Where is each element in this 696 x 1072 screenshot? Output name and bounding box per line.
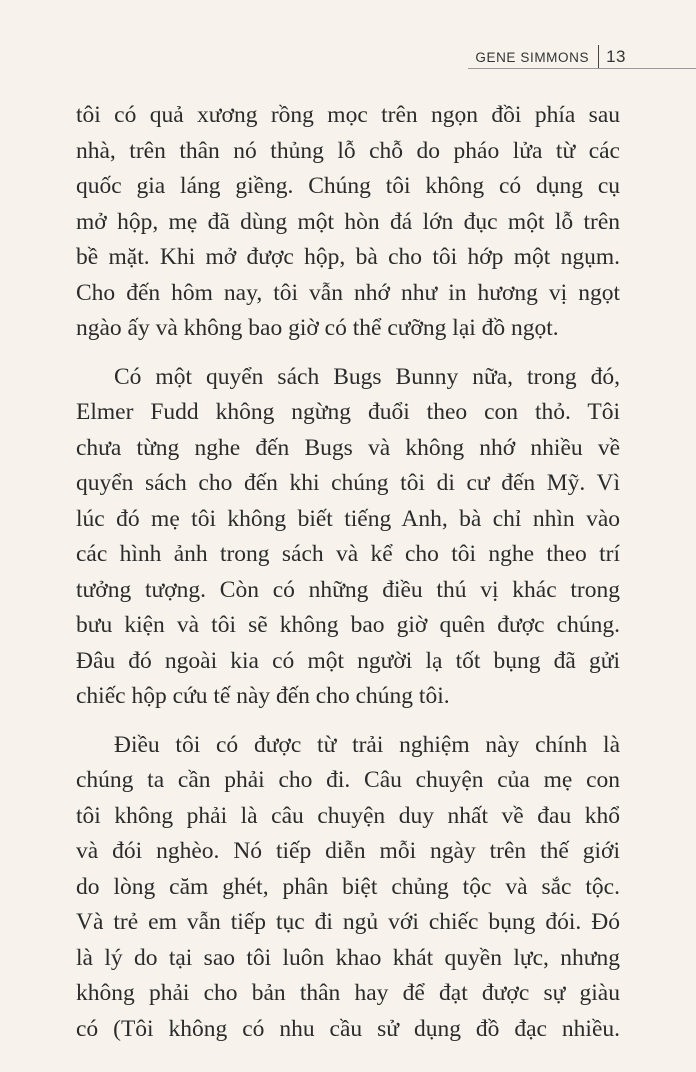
running-head: GENE SIMMONS: [475, 49, 590, 65]
paragraph-3: [76, 728, 620, 1048]
text-line: mở hộp, mẹ đã dùng một hòn đá lớn đục một lỗ trên: [76, 208, 620, 235]
text-line: nhà, trên thân nó thủng lỗ chỗ do pháo lửa từ các: [76, 137, 620, 164]
header-rule: [468, 68, 696, 69]
text-line: các hình ảnh trong sách và kể cho tôi nghe theo trí: [76, 541, 620, 567]
text-line: chúng ta cần phải cho đi. Câu chuyện của mẹ con: [76, 767, 620, 793]
text-line: Và trẻ em vẫn tiếp tục đi ngủ với chiếc bụng đói. Đó: [76, 909, 620, 935]
text-line: chưa từng nghe đến Bugs và không nhớ nhiều về: [76, 434, 620, 461]
text-line: là lý do tại sao tôi luôn khao khát quyền lực, nhưng: [76, 944, 620, 971]
text-line: do lòng căm ghét, phân biệt chủng tộc và sắc tộc.: [76, 873, 620, 900]
page-number: 13: [606, 47, 626, 66]
text-line: Elmer Fudd không ngừng đuổi theo con thỏ. Tôi: [76, 399, 620, 425]
text-line: tưởng tượng. Còn có những điều thú vị khác trong: [76, 576, 620, 603]
text-line: quốc gia láng giềng. Chúng tôi không có dụng cụ: [76, 173, 620, 199]
paragraph-1: [76, 98, 620, 347]
text-line: tôi có quả xương rồng mọc trên ngọn đồi phía sau: [76, 102, 620, 128]
text-line: Điều tôi có được từ trải nghiệm này chính là: [114, 731, 620, 758]
text-line: quyển sách cho đến khi chúng tôi di cư đến Mỹ. Vì: [76, 470, 620, 496]
header-separator: [598, 45, 599, 69]
text-line: Đâu đó ngoài kia có một người lạ tốt bụng đã gửi: [76, 647, 620, 674]
text-line: và đói nghèo. Nó tiếp diễn mỗi ngày trên thế giới: [76, 838, 620, 864]
text-line: lúc đó mẹ tôi không biết tiếng Anh, bà chỉ nhìn vào: [76, 505, 620, 532]
paragraph-2: [76, 360, 620, 715]
text-line: không phải cho bản thân hay để đạt được sự giàu: [76, 980, 620, 1006]
text-line: ngào ấy và không bao giờ có thể cưỡng lại đồ ngọt.: [76, 315, 559, 341]
text-line: bề mặt. Khi mở được hộp, bà cho tôi hớp một ngụm.: [76, 244, 620, 270]
text-line: bưu kiện và tôi sẽ không bao giờ quên được chúng.: [76, 612, 620, 638]
text-line: Cho đến hôm nay, tôi vẫn nhớ như in hương vị ngọt: [76, 279, 620, 306]
text-line: chiếc hộp cứu tế này đến cho chúng tôi.: [76, 683, 450, 709]
text-line: Có một quyển sách Bugs Bunny nữa, trong đó,: [114, 363, 620, 390]
text-line: có (Tôi không có nhu cầu sử dụng đồ đạc nhiều.: [76, 1015, 620, 1042]
body-text: [76, 98, 620, 1060]
text-line: tôi không phải là câu chuyện duy nhất về đau khổ: [76, 802, 620, 829]
page-header: [475, 44, 626, 70]
